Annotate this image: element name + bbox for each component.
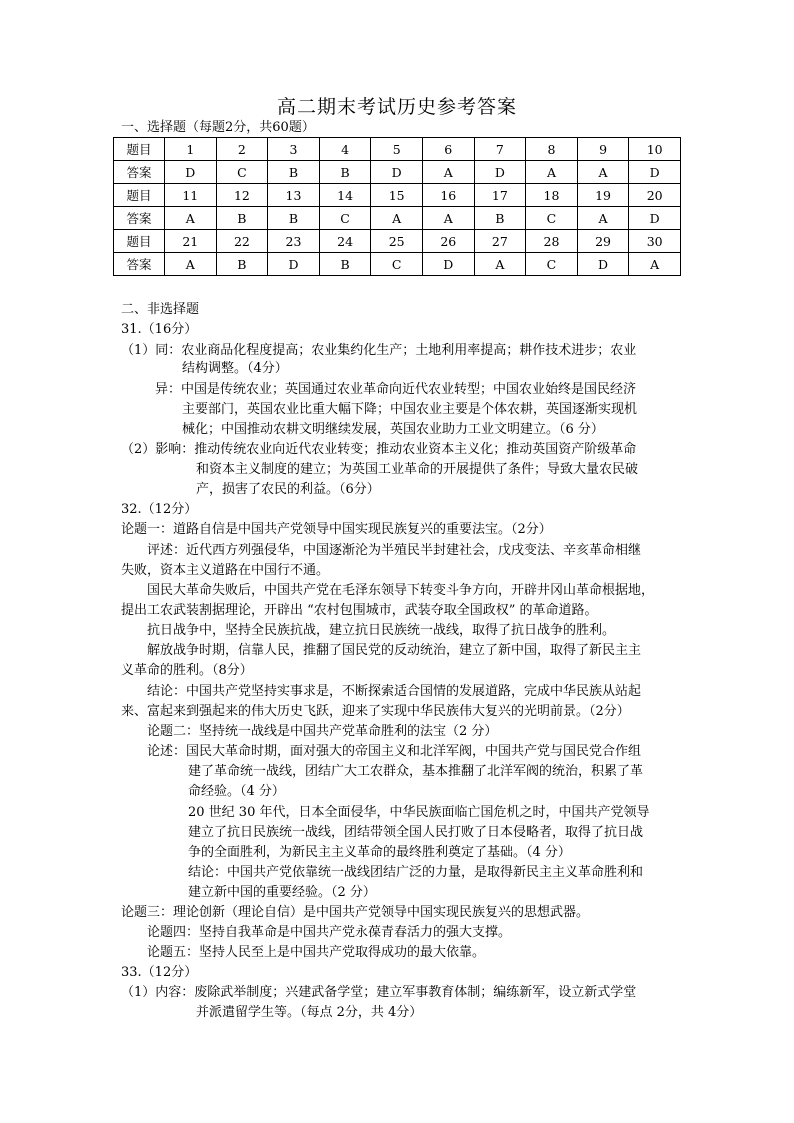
question-number: 25 <box>371 230 423 253</box>
text-line: 失败，资本主义道路在中国行不通。 <box>121 563 330 578</box>
text-line: 结论：中国共产党依靠统一战线团结广泛的力量，是取得新民主主义革命胜利和 <box>188 865 644 880</box>
answer-cell: D <box>577 253 629 276</box>
question-number: 16 <box>422 184 474 207</box>
text-line: 结构调整。（4分） <box>182 361 288 376</box>
answer-cell: A <box>474 253 526 276</box>
question-number: 3 <box>268 138 320 161</box>
answer-cell: B <box>268 161 320 184</box>
answer-cell: A <box>577 207 629 230</box>
text-line: 和资本主义制度的建立；为英国工业革命的开展提供了条件；导致大量农民破 <box>196 462 639 477</box>
section-heading-nonchoice: 二、非选择题 <box>121 302 200 317</box>
question-number: 14 <box>319 184 371 207</box>
text-line: 异：中国是传统农业；英国通过农业革命向近代农业转型；中国农业始终是国民经济 <box>155 382 637 397</box>
answer-cell: A <box>577 161 629 184</box>
question-number: 1 <box>165 138 217 161</box>
question-number: 8 <box>526 138 578 161</box>
text-line: 并派遣留学生等。（每点 2分，共 4分） <box>196 1005 423 1020</box>
text-line: 论题一：道路自信是中国共产党领导中国实现民族复兴的重要法宝。（2分） <box>121 522 552 537</box>
answer-cell: B <box>268 207 320 230</box>
row-label: 答案 <box>114 161 165 184</box>
question-number: 6 <box>422 138 474 161</box>
text-line: 建了革命统一战线，团结广大工农群众，基本推翻了北洋军阀的统治，积累了革 <box>188 764 644 779</box>
question-number: 12 <box>216 184 268 207</box>
answer-cell: B <box>216 253 268 276</box>
answer-row <box>114 207 681 230</box>
row-label: 题目 <box>114 230 165 253</box>
question-row <box>114 138 681 161</box>
text-line: 械化；中国推动农耕文明继续发展，英国农业助力工业文明建立。（6 分） <box>182 422 604 437</box>
question-heading: 33.（12分） <box>121 965 198 980</box>
question-number: 7 <box>474 138 526 161</box>
text-line: 论题三：理论创新（理论自信）是中国共产党领导中国实现民族复兴的思想武器。 <box>121 905 590 920</box>
answer-cell: B <box>474 207 526 230</box>
answer-row <box>114 253 681 276</box>
text-line: （1）同：农业商品化程度提高；农业集约化生产；土地利用率提高；耕作技术进步；农业 <box>121 343 637 358</box>
text-line: 评述：近代西方列强侵华，中国逐渐沦为半殖民半封建社会，戊戌变法、辛亥革命相继 <box>147 543 642 558</box>
question-heading: 31.（16分） <box>121 322 198 337</box>
question-number: 29 <box>577 230 629 253</box>
answer-cell: A <box>422 207 474 230</box>
answer-cell: D <box>629 161 681 184</box>
answer-cell: C <box>526 253 578 276</box>
answer-cell: A <box>165 207 217 230</box>
question-number: 15 <box>371 184 423 207</box>
question-number: 21 <box>165 230 217 253</box>
text-line: 义革命的胜利。（8分） <box>121 663 253 678</box>
text-line: 命经验。（4 分） <box>188 784 285 799</box>
text-line: 论述：国民大革命时期，面对强大的帝国主义和北洋军阀，中国共产党与国民党合作组 <box>147 744 642 759</box>
section-heading-choice: 一、选择题（每题2分，共60题） <box>121 120 315 135</box>
answer-cell: C <box>216 161 268 184</box>
answer-cell: B <box>319 253 371 276</box>
question-number: 28 <box>526 230 578 253</box>
row-label: 答案 <box>114 253 165 276</box>
answer-cell: D <box>165 161 217 184</box>
answer-cell: C <box>319 207 371 230</box>
row-label: 题目 <box>114 138 165 161</box>
answer-cell: D <box>629 207 681 230</box>
answer-cell: D <box>422 253 474 276</box>
answer-table <box>113 137 681 276</box>
answer-cell: D <box>371 161 423 184</box>
question-row <box>114 184 681 207</box>
answer-cell: D <box>268 253 320 276</box>
question-number: 19 <box>577 184 629 207</box>
question-number: 30 <box>629 230 681 253</box>
answer-cell: A <box>526 161 578 184</box>
text-line: 建立了抗日民族统一战线，团结带领全国人民打败了日本侵略者，取得了抗日战 <box>188 825 644 840</box>
question-number: 5 <box>371 138 423 161</box>
question-number: 18 <box>526 184 578 207</box>
text-line: 争的全面胜利，为新民主主义革命的最终胜利奠定了基础。（4 分） <box>188 845 571 860</box>
row-label: 答案 <box>114 207 165 230</box>
text-line: 论题五：坚持人民至上是中国共产党取得成功的最大依靠。 <box>147 945 486 960</box>
answer-cell: C <box>526 207 578 230</box>
question-number: 22 <box>216 230 268 253</box>
question-number: 9 <box>577 138 629 161</box>
question-number: 13 <box>268 184 320 207</box>
text-line: （2）影响：推动传统农业向近代农业转变；推动农业资本主义化；推动英国资产阶级革命 <box>121 442 637 457</box>
page-title: 高二期末考试历史参考答案 <box>276 96 517 118</box>
question-number: 24 <box>319 230 371 253</box>
question-number: 4 <box>319 138 371 161</box>
answer-cell: B <box>319 161 371 184</box>
text-line: 论题四：坚持自我革命是中国共产党永葆青春活力的强大支撑。 <box>147 925 512 940</box>
text-line: 抗日战争中，坚持全民族抗战，建立抗日民族统一战线，取得了抗日战争的胜利。 <box>147 623 616 638</box>
text-line: 主要部门，英国农业比重大幅下降；中国农业主要是个体农耕，英国逐渐实现机 <box>182 402 638 417</box>
text-line: 建立新中国的重要经验。（2 分） <box>188 885 376 900</box>
question-number: 11 <box>165 184 217 207</box>
question-number: 10 <box>629 138 681 161</box>
text-line: 论题二：坚持统一战线是中国共产党革命胜利的法宝（2 分） <box>147 724 498 739</box>
text-line: 来、富起来到强起来的伟大历史飞跃，迎来了实现中华民族伟大复兴的光明前景。（2分） <box>121 704 630 719</box>
question-number: 20 <box>629 184 681 207</box>
text-line: 解放战争时期，信靠人民，推翻了国民党的反动统治，建立了新中国，取得了新民主主 <box>147 643 642 658</box>
row-label: 题目 <box>114 184 165 207</box>
text-line: 产，损害了农民的利益。（6分） <box>196 482 380 497</box>
text-line: 20 世纪 30 年代，日本全面侵华，中华民族面临亡国危机之时，中国共产党领导 <box>188 805 650 820</box>
text-line: 国民大革命失败后，中国共产党在毛泽东领导下转变斗争方向，开辟井冈山革命根据地， <box>147 583 655 598</box>
question-number: 27 <box>474 230 526 253</box>
text-line: 提出工农武装割据理论，开辟出 “农村包围城市，武装夺取全国政权” 的革命道路。 <box>121 603 598 618</box>
answer-cell: A <box>629 253 681 276</box>
answer-cell: C <box>371 253 423 276</box>
answer-cell: B <box>216 207 268 230</box>
question-number: 2 <box>216 138 268 161</box>
text-line: （1）内容：废除武举制度；兴建武备学堂；建立军事教育体制；编练新军，设立新式学堂 <box>121 985 637 1000</box>
answer-cell: A <box>371 207 423 230</box>
answer-cell: A <box>165 253 217 276</box>
question-number: 17 <box>474 184 526 207</box>
answer-row <box>114 161 681 184</box>
answer-cell: A <box>422 161 474 184</box>
text-line: 结论：中国共产党坚持实事求是，不断探索适合国情的发展道路，完成中华民族从站起 <box>147 684 642 699</box>
question-row <box>114 230 681 253</box>
answer-cell: D <box>474 161 526 184</box>
question-heading: 32.（12分） <box>121 502 198 517</box>
question-number: 26 <box>422 230 474 253</box>
question-number: 23 <box>268 230 320 253</box>
